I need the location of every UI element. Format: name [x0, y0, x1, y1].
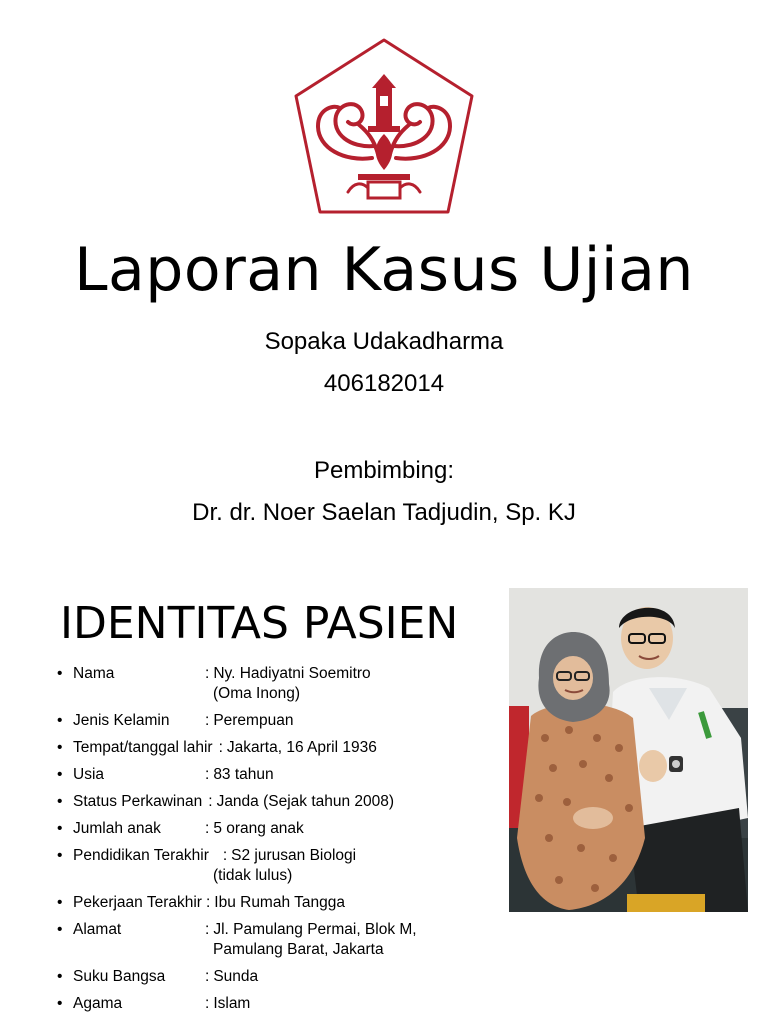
item-label: • Usia — [73, 766, 105, 783]
item-value: Sunda — [213, 968, 259, 985]
item-value: Jl. Pamulang Permai, Blok M, — [213, 921, 417, 938]
item-separator: : — [205, 995, 210, 1012]
item-separator: : — [208, 793, 213, 810]
list-item — [56, 920, 496, 960]
item-label: • Alamat — [73, 921, 122, 938]
list-item — [56, 967, 496, 987]
item-label: • Jenis Kelamin — [73, 712, 170, 729]
list-item — [56, 738, 496, 758]
item-label: • Jumlah anak — [73, 820, 161, 837]
supervisor-label: Pembimbing: — [313, 457, 455, 484]
item-separator: : — [205, 820, 210, 837]
item-label: • Pendidikan Terakhir — [73, 847, 209, 864]
list-item — [56, 765, 496, 785]
item-value: 83 tahun — [213, 766, 274, 783]
item-value: S2 jurusan Biologi — [231, 847, 357, 864]
item-value-continuation: Pamulang Barat, Jakarta — [213, 941, 384, 958]
item-separator: : — [205, 665, 210, 682]
item-separator: : — [205, 921, 210, 938]
item-separator: : — [218, 739, 223, 756]
item-value: Ibu Rumah Tangga — [214, 894, 345, 911]
item-label: • Pekerjaan Terakhir — [73, 894, 202, 911]
list-item — [56, 664, 496, 704]
item-value: Ny. Hadiyatni Soemitro — [213, 665, 371, 682]
student-name: Sopaka Udakadharma — [264, 328, 504, 355]
item-value-continuation: (Oma Inong) — [213, 685, 301, 702]
item-value: Janda (Sejak tahun 2008) — [216, 793, 395, 810]
item-value: Islam — [213, 995, 251, 1012]
item-separator: : — [205, 712, 210, 729]
item-label: • Suku Bangsa — [73, 968, 166, 985]
item-label: • Agama — [73, 995, 123, 1012]
item-label: • Tempat/tanggal lahir — [73, 739, 213, 756]
presentation-title: Laporan Kasus Ujian — [74, 235, 694, 305]
patient-photo — [509, 588, 748, 912]
list-item — [56, 792, 496, 812]
item-value-continuation: (tidak lulus) — [213, 867, 293, 884]
list-item — [56, 994, 496, 1014]
supervisor-name: Dr. dr. Noer Saelan Tadjudin, Sp. KJ — [192, 499, 576, 526]
item-separator: : — [205, 968, 210, 985]
student-id: 406182014 — [323, 370, 445, 397]
item-separator: : — [205, 766, 210, 783]
list-item — [56, 893, 496, 913]
list-item — [56, 846, 496, 886]
item-separator: : — [222, 847, 228, 864]
item-label: • Nama — [73, 665, 115, 682]
item-value: Jakarta, 16 April 1936 — [226, 739, 377, 756]
item-separator: : — [205, 894, 211, 911]
item-label: • Status Perkawinan — [73, 793, 203, 810]
university-emblem-logo — [288, 36, 480, 220]
list-item — [56, 819, 496, 839]
patient-identity-slide — [0, 576, 768, 1024]
list-item — [56, 711, 496, 731]
identity-list — [56, 664, 496, 1021]
section-title: IDENTITAS PASIEN — [60, 598, 459, 649]
item-value: 5 orang anak — [213, 820, 304, 837]
item-value: Perempuan — [213, 712, 294, 729]
